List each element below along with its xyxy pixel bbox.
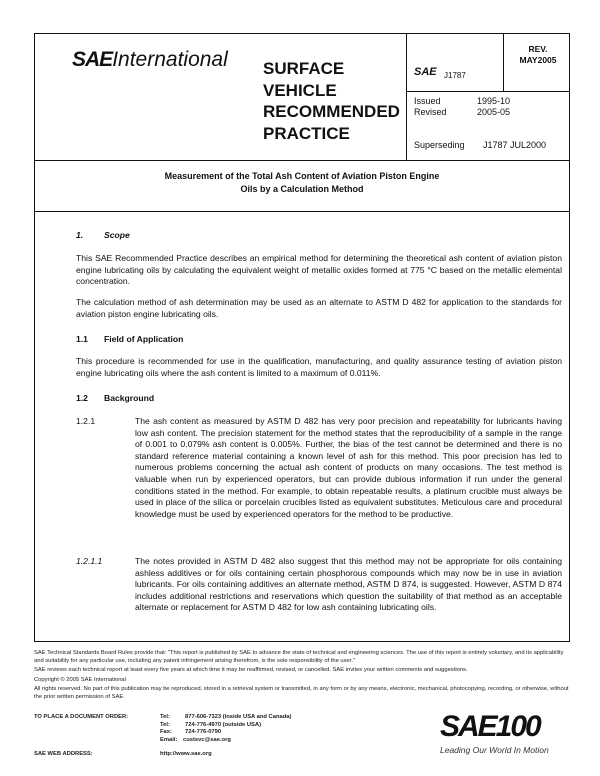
divider [406, 91, 570, 92]
sae-international-logo: SAEInternational [72, 48, 228, 71]
section-1-1-heading [76, 334, 183, 344]
divider [503, 33, 504, 91]
email-link[interactable]: custsvc@sae.org [183, 736, 231, 743]
doc-type-line: VEHICLE [263, 80, 337, 100]
section-title: Field of Application [104, 334, 184, 344]
doc-type-line: SURFACE [263, 59, 345, 78]
contact-label: Email: [160, 736, 178, 743]
rights-notice: All rights reserved. No part of this publication may be reproduced, stored in a retrieval system or transmitted, in any form or by any means, electronic, mechanical, photocopying, recording, or otherwise, without the prior written permission of SAE. [34, 686, 569, 700]
phone: 877-606-7323 (inside USA and Canada) [185, 714, 292, 720]
doc-number: J1787 [444, 71, 466, 80]
doc-type-line: PRACTICE [263, 123, 350, 143]
contact-label: Fax: [160, 729, 172, 735]
section-title: Background [104, 393, 155, 403]
section-number: 1. [76, 230, 84, 240]
section-1-2-1-1-number: 1.2.1.1 [76, 556, 103, 566]
revision [506, 44, 570, 66]
web-label: SAE WEB ADDRESS: [34, 751, 93, 757]
sae100-logo: SAE100 [440, 710, 540, 743]
section-1-2-1-number: 1.2.1 [76, 416, 96, 426]
notes-paragraph: The notes provided in ASTM D 482 also suggest that this method may not be appropriate for oils containing ashless additives or for oils containing certain phosphorous compounds which may now be in use in aviation lubricants. For oils containing additives an alternate method, ASTM D 874, is suggested. However, ASTM D 874 includes additional restrictions and reservations which question the suitability of that method as an acceptable alternate or replacement for ASTM D 482 for low ash containing lubricating oils. [135, 556, 562, 613]
revised-date: 2005-05 [477, 107, 511, 117]
contact-label: Tel: [160, 721, 170, 728]
tagline: Leading Our World In Motion [440, 745, 549, 755]
order-label: TO PLACE A DOCUMENT ORDER: [34, 714, 129, 720]
document-title [34, 170, 570, 196]
divider [406, 33, 407, 161]
doc-type-line: RECOMMENDED [263, 102, 400, 121]
title-line: Measurement of the Total Ash Content of Aviation Piston Engine [164, 171, 440, 181]
title-line: Oils by a Calculation Method [240, 184, 364, 194]
section-number: 1.1 [76, 334, 88, 344]
issued-label: Issued [414, 96, 441, 106]
scope-paragraph-1: This SAE Recommended Practice describes an empirical method for determining the theoretical ash content of aviation piston engine lubricating oils by calculating the equivalent weight of metallic oxides formed at 775 °C based on the metallic elemental concentration. [76, 253, 562, 287]
web-link[interactable]: http://www.sae.org [160, 751, 212, 757]
field-paragraph: This procedure is recommended for use in the qualification, manufacturing, and quality assurance testing of aviation piston engine lubricating oils where the ash content is limited to a maximum of 0.011%. [76, 356, 562, 378]
fax: 724-776-0790 [185, 729, 222, 735]
copyright: Copyright © 2005 SAE International [34, 676, 126, 683]
section-1-2-heading [76, 393, 154, 403]
issue-info [414, 96, 546, 151]
contact-label: Tel: [160, 714, 170, 720]
sae-mark-logo: SAE [414, 66, 437, 78]
revised-label: Revised [414, 107, 447, 117]
section-number: 1.2 [76, 393, 88, 403]
footer [34, 650, 570, 701]
rev-label: REV. [528, 44, 548, 54]
document-type [263, 58, 400, 144]
scope-paragraph-2: The calculation method of ash determination may be used as an alternate to ASTM D 482 for application to the standards for aviation piston engine lubricating oils. [76, 297, 562, 319]
issued-date: 1995-10 [477, 96, 511, 106]
contacts [160, 714, 291, 744]
section-1-heading [76, 230, 130, 240]
divider [34, 211, 570, 212]
review-note: SAE reviews each technical report at least every five years at which time it may be reaffirmed, revised, or cancelled. SAE invites your written comments and suggestions. [34, 667, 468, 673]
section-title: Scope [104, 230, 130, 240]
phone: 724-776-4970 (outside USA) [185, 721, 262, 728]
superseding-label: Superseding [414, 140, 465, 150]
divider [34, 160, 570, 161]
board-rules: SAE Technical Standards Board Rules provide that: "This report is published by SAE to advance the state of technical and engineering sciences. The use of this report is entirely voluntary, and its applicability and suitability for any particular use, including any patent infringement arising therefrom, is the sole responsibility of the user." [34, 650, 564, 664]
background-paragraph: The ash content as measured by ASTM D 482 has very poor precision and repeatability for lubricants having low ash content. The precision statement for the method states that the reproducibility of a sample in the range of 0.001 to 0.079% ash content is 0.005%. Further, the bias of the test cannot be determined and there is no standard reference material containing a known level of ash for this method. This poor precision has led to numerous problems concerning the actual ash content of products on many occasions. The test method is valuable when run by experienced operators, but can provide dubious information if run under the general conditions stated in the method. For example, to obtain repeatable results, a platinum crucible must always be used in place of the silica or porcelain crucibles listed as equivalent substitutes. Meticulous care and procedural knowledge must be used by experienced operators for the method to be productive. [135, 416, 562, 519]
superseding-value: J1787 JUL2000 [483, 140, 547, 150]
rev-date: MAY2005 [519, 55, 557, 65]
